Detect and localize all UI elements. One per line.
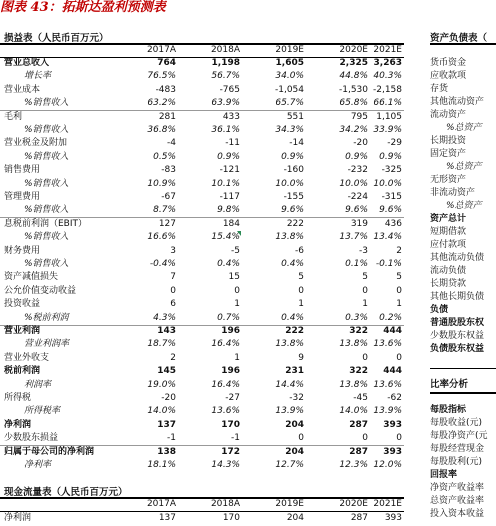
cell-value: 56.7% [211, 71, 240, 82]
table-row [0, 512, 404, 525]
balance-item: 其他流动负债 [430, 253, 485, 263]
row-label: 管理费用 [4, 192, 41, 202]
year-header: 2021E [373, 499, 402, 509]
cell-value: 13.8% [339, 379, 368, 390]
cell-value: -67 [161, 192, 176, 202]
cell-value: 231 [285, 366, 304, 377]
cell-value: 1 [234, 299, 240, 310]
cell-value: 0.2% [379, 312, 402, 323]
table-row [0, 298, 404, 311]
balance-item: 少数股东权益 [430, 331, 485, 341]
balance-item: %总资产 [446, 201, 482, 211]
table-row [0, 459, 404, 472]
cell-value: 287 [349, 446, 368, 457]
table-row [0, 285, 404, 298]
table-row [0, 446, 404, 459]
cell-value: 34.2% [339, 125, 368, 135]
balance-item: 存货 [430, 84, 449, 94]
table-row [0, 405, 404, 418]
table-row [0, 137, 404, 150]
cell-value: 0.3% [345, 312, 368, 323]
row-label: 税前利润 [4, 366, 41, 377]
row-label: 毛利 [4, 111, 23, 122]
cell-value: 2,325 [339, 58, 368, 68]
cell-value: 1 [396, 299, 402, 310]
balance-item: 负债 [430, 305, 449, 315]
cell-value: 0.9% [379, 151, 402, 162]
cell-value: 4.3% [153, 312, 176, 323]
cell-value: 319 [350, 218, 368, 229]
cell-value: 19.0% [147, 379, 176, 390]
cell-value: -224 [347, 192, 368, 202]
cell-value: -29 [387, 138, 402, 149]
balance-item: 流动负债 [430, 266, 467, 276]
cell-value: 66.1% [373, 98, 402, 109]
cell-value: 10.0% [373, 178, 402, 189]
cell-value: 6 [170, 299, 176, 310]
cell-value: 1 [298, 299, 304, 310]
cell-value: -45 [353, 393, 368, 403]
cell-value: 0 [396, 352, 402, 363]
ratio-item: 净资产收益率 [430, 483, 485, 493]
cell-value: 204 [285, 419, 304, 430]
balance-item: 固定资产 [430, 149, 467, 159]
table-row [0, 191, 404, 204]
cell-value: -325 [381, 165, 402, 176]
cell-value: 9.6% [345, 205, 368, 216]
cell-value: -1 [167, 433, 176, 444]
cell-value: 12.7% [275, 460, 304, 470]
ratio-item: 每股净资产(元 [430, 431, 488, 441]
balance-item: 其他长期负债 [430, 292, 485, 302]
table-row [0, 218, 404, 231]
cell-value: 196 [221, 326, 240, 336]
year-header: 2017A [146, 45, 176, 55]
cell-value: 0.7% [217, 312, 240, 323]
cell-value: -1 [231, 433, 240, 444]
row-label: 所得税 [4, 393, 32, 403]
table-row [0, 258, 404, 271]
row-label: 增长率 [24, 71, 52, 82]
table-row [0, 111, 404, 124]
ratio-item: 回报率 [430, 470, 458, 480]
balance-section-title: 资产负债表（ [430, 33, 488, 44]
cell-value: 0.4% [217, 259, 240, 269]
cell-value: 13.6% [373, 379, 402, 390]
cell-value: 16.4% [211, 339, 240, 350]
cashflow-section-title: 现金流量表（人民币百万元） [4, 487, 128, 498]
cell-value: 36.8% [147, 125, 176, 135]
cell-value: 551 [286, 111, 304, 122]
row-label: %销售收入 [24, 125, 69, 135]
cell-value: 13.8% [275, 339, 304, 350]
table-row [0, 124, 404, 137]
balance-item: 普通股股东权 [430, 318, 485, 328]
balance-item: 负债股东权益 [430, 344, 485, 354]
balance-item: %总资产 [446, 162, 482, 172]
row-label: %销售收入 [24, 205, 69, 216]
row-label: 归属于母公司的净利润 [4, 446, 95, 457]
cell-value: -315 [381, 192, 402, 202]
year-header: 2020E [339, 45, 368, 55]
cell-value: 0.5% [153, 151, 176, 162]
cell-value: 0.1% [345, 259, 368, 269]
row-label: %销售收入 [24, 259, 69, 269]
cell-value: 15.4% [211, 232, 240, 243]
cell-value: 222 [285, 326, 304, 336]
cell-value: -232 [347, 165, 368, 176]
row-label: 资产减值损失 [4, 272, 59, 283]
cell-value: 13.4% [373, 232, 402, 243]
cell-value: 13.8% [339, 339, 368, 350]
cell-value: 13.9% [275, 406, 304, 417]
cell-value: 222 [286, 218, 304, 229]
cell-value: 13.8% [275, 232, 304, 243]
cell-value: -483 [155, 84, 176, 95]
cell-value: 44.8% [339, 71, 368, 82]
row-label: %销售收入 [24, 151, 69, 162]
year-header: 2019E [275, 499, 304, 509]
table-row [0, 338, 404, 351]
cell-value: -0.1% [375, 259, 402, 269]
cell-value: 8.7% [153, 205, 176, 216]
cell-value: 15 [228, 272, 240, 283]
cell-value: 10.0% [339, 178, 368, 189]
cell-value: -32 [289, 393, 304, 403]
cell-value: 34.0% [275, 71, 304, 82]
cell-value: 0.9% [345, 151, 368, 162]
ratio-top-rule [430, 392, 496, 394]
cell-value: 12.0% [373, 460, 402, 470]
cell-value: 1 [234, 352, 240, 363]
cell-value: 170 [222, 513, 240, 523]
cell-value: 393 [383, 419, 402, 430]
balance-item: %总资产 [446, 123, 482, 133]
ratio-item: 每股指标 [430, 405, 467, 415]
cell-value: 172 [221, 446, 240, 457]
row-label: 息税前利润（EBIT） [4, 218, 88, 229]
cell-value: -0.4% [149, 259, 176, 269]
balance-item: 长期贷款 [430, 279, 467, 289]
cashflow-header-row [0, 498, 404, 511]
cell-value: 0 [362, 352, 368, 363]
cell-value: 196 [221, 366, 240, 377]
table-row [0, 365, 404, 378]
comment-marker-icon [237, 231, 241, 236]
balance-item: 其他流动资产 [430, 97, 485, 107]
cell-value: 65.7% [275, 98, 304, 109]
table-row [0, 178, 404, 191]
cell-value: 393 [384, 513, 402, 523]
year-header: 2020E [339, 499, 368, 509]
cell-value: 137 [157, 419, 176, 430]
cell-value: -11 [225, 138, 240, 149]
cell-value: 0 [298, 433, 304, 444]
cell-value: 137 [158, 513, 176, 523]
balance-item: 非流动资产 [430, 188, 476, 198]
cell-value: 0 [362, 285, 368, 296]
cell-value: 287 [349, 419, 368, 430]
cell-value: 0.9% [281, 151, 304, 162]
cell-value: -3 [359, 245, 368, 256]
cell-value: 5 [362, 272, 368, 283]
table-row [0, 271, 404, 284]
cell-value: 433 [222, 111, 240, 122]
cell-value: -14 [289, 138, 304, 149]
cell-value: 36.1% [211, 125, 240, 135]
row-label: 所得税率 [24, 406, 61, 417]
table-row [0, 352, 404, 365]
cell-value: 204 [286, 513, 304, 523]
cell-value: 9.6% [281, 205, 304, 216]
balance-top-rule [430, 43, 496, 45]
row-label: 净利润 [4, 513, 32, 523]
ratio-item: 每股股利(元) [430, 457, 483, 467]
cell-value: 63.2% [147, 98, 176, 109]
row-label: 营业利润率 [24, 339, 70, 350]
row-label: 净利润 [4, 419, 32, 430]
table-row [0, 325, 404, 338]
cell-value: 0 [298, 285, 304, 296]
cell-value: -4 [167, 138, 176, 149]
income-section-title: 损益表（人民币百万元） [4, 33, 109, 44]
table-row [0, 392, 404, 405]
table-row [0, 432, 404, 445]
cell-value: 9.8% [217, 205, 240, 216]
cell-value: 34.3% [275, 125, 304, 135]
year-header: 2018A [210, 499, 240, 509]
row-label: 销售费用 [4, 165, 41, 176]
cell-value: 1 [362, 299, 368, 310]
cell-value: 393 [383, 446, 402, 457]
cell-value: -155 [283, 192, 304, 202]
cell-value: 18.7% [147, 339, 176, 350]
cell-value: -83 [161, 165, 176, 176]
table-row [0, 231, 404, 244]
row-label: %销售收入 [24, 232, 69, 243]
cell-value: 14.0% [147, 406, 176, 417]
table-row [0, 204, 404, 217]
row-label: %销售收入 [24, 178, 69, 189]
row-label: %税前利润 [24, 312, 69, 323]
cell-value: 13.6% [373, 339, 402, 350]
cell-value: 3 [170, 245, 176, 256]
row-label: 投资收益 [4, 299, 41, 310]
cell-value: 40.3% [373, 71, 402, 82]
cell-value: 2 [396, 245, 402, 256]
balance-item: 短期借款 [430, 227, 467, 237]
cell-value: 0.4% [281, 259, 304, 269]
balance-item: 流动资产 [430, 110, 467, 120]
cell-value: 444 [383, 366, 402, 377]
row-label: 营业利润 [4, 326, 41, 336]
table-row [0, 245, 404, 258]
cell-value: 795 [350, 111, 368, 122]
cell-value: 10.9% [147, 178, 176, 189]
row-label: 少数股东损益 [4, 433, 59, 444]
cell-value: 0.4% [281, 312, 304, 323]
cell-value: 170 [221, 419, 240, 430]
cell-value: 1,198 [211, 58, 240, 68]
cell-value: 436 [384, 218, 402, 229]
cell-value: 7 [170, 272, 176, 283]
cell-value: 322 [349, 366, 368, 377]
cell-value: 14.3% [211, 460, 240, 470]
balance-item: 长期投资 [430, 136, 467, 146]
cell-value: -765 [219, 84, 240, 95]
row-label: 营业总收入 [4, 58, 50, 68]
row-label: 净利率 [24, 460, 52, 470]
cell-value: 322 [349, 326, 368, 336]
table-row [0, 164, 404, 177]
balance-item: 货币资金 [430, 58, 467, 68]
year-header: 2017A [146, 499, 176, 509]
table-row [0, 70, 404, 83]
year-header: 2018A [210, 45, 240, 55]
cell-value: 2 [170, 352, 176, 363]
cell-value: 18.1% [147, 460, 176, 470]
cell-value: 65.8% [339, 98, 368, 109]
cell-value: -20 [161, 393, 176, 403]
cell-value: 13.7% [339, 232, 368, 243]
cell-value: 0 [234, 285, 240, 296]
table-row [0, 84, 404, 97]
cell-value: 76.5% [147, 71, 176, 82]
cell-value: 9.6% [379, 205, 402, 216]
cell-value: 10.1% [211, 178, 240, 189]
cell-value: 5 [298, 272, 304, 283]
cell-value: 0 [396, 433, 402, 444]
ratio-item: 投入资本收益 [430, 509, 485, 519]
row-label: 财务费用 [4, 245, 41, 256]
table-row [0, 57, 404, 70]
cell-value: -1,530 [338, 84, 368, 95]
ratio-section-title: 比率分析 [430, 379, 469, 390]
cell-value: 127 [158, 218, 176, 229]
cell-value: 13.6% [211, 406, 240, 417]
ratio-item-list [430, 404, 496, 521]
year-header: 2021E [373, 45, 402, 55]
cell-value: -62 [387, 393, 402, 403]
cell-value: 1,605 [275, 58, 304, 68]
table-row [0, 419, 404, 432]
cell-value: -27 [225, 393, 240, 403]
row-label: 利润率 [24, 379, 52, 390]
cell-value: 16.4% [211, 379, 240, 390]
cell-value: 5 [396, 272, 402, 283]
cell-value: 0.9% [217, 151, 240, 162]
balance-item: 应付款项 [430, 240, 467, 250]
cell-value: 33.9% [373, 125, 402, 135]
balance-item: 资产总计 [430, 214, 467, 224]
cell-value: -1,054 [274, 84, 304, 95]
table-row [0, 312, 404, 325]
cell-value: 0 [170, 285, 176, 296]
ratio-item: 每股经营现金 [430, 444, 485, 454]
year-header: 2019E [275, 45, 304, 55]
cell-value: 138 [157, 446, 176, 457]
cell-value: -6 [295, 245, 304, 256]
row-label: 营业外收支 [4, 352, 50, 363]
cell-value: 16.6% [147, 232, 176, 243]
table-row [0, 379, 404, 392]
cell-value: 3,263 [373, 58, 402, 68]
table-row [0, 97, 404, 110]
row-label: 公允价值变动收益 [4, 285, 77, 296]
balance-bottom-rule [430, 368, 496, 369]
balance-item-list [430, 57, 496, 356]
cell-value: 204 [285, 446, 304, 457]
ratio-item: 总资产收益率 [430, 496, 485, 506]
cell-value: 10.0% [275, 178, 304, 189]
cell-value: 1,105 [376, 111, 402, 122]
cell-value: 184 [222, 218, 240, 229]
income-header-row [0, 44, 404, 57]
ratio-item: 每股收益(元) [430, 418, 483, 428]
cell-value: 143 [157, 326, 176, 336]
row-label: 营业税金及附加 [4, 138, 68, 149]
balance-item: 无形资产 [430, 175, 467, 185]
cell-value: -2,158 [372, 84, 402, 95]
cell-value: 9 [298, 352, 304, 363]
row-label: %销售收入 [24, 98, 69, 109]
cell-value: 14.4% [275, 379, 304, 390]
cell-value: -5 [231, 245, 240, 256]
cell-value: 13.9% [373, 406, 402, 417]
cell-value: -160 [283, 165, 304, 176]
table-row [0, 151, 404, 164]
cell-value: 281 [158, 111, 176, 122]
cell-value: 63.9% [211, 98, 240, 109]
cell-value: 764 [157, 58, 176, 68]
cell-value: 0 [362, 433, 368, 444]
balance-item: 应收款项 [430, 71, 467, 81]
cell-value: 12.3% [339, 460, 368, 470]
cell-value: 145 [157, 366, 176, 377]
chart-title: 图表 43：拓斯达盈利预测表 [0, 0, 166, 15]
cell-value: 287 [350, 513, 368, 523]
cell-value: -121 [219, 165, 240, 176]
cell-value: -20 [353, 138, 368, 149]
cell-value: 14.0% [339, 406, 368, 417]
cell-value: 0 [396, 285, 402, 296]
row-label: 营业成本 [4, 84, 41, 95]
cell-value: -117 [219, 192, 240, 202]
cell-value: 444 [383, 326, 402, 336]
